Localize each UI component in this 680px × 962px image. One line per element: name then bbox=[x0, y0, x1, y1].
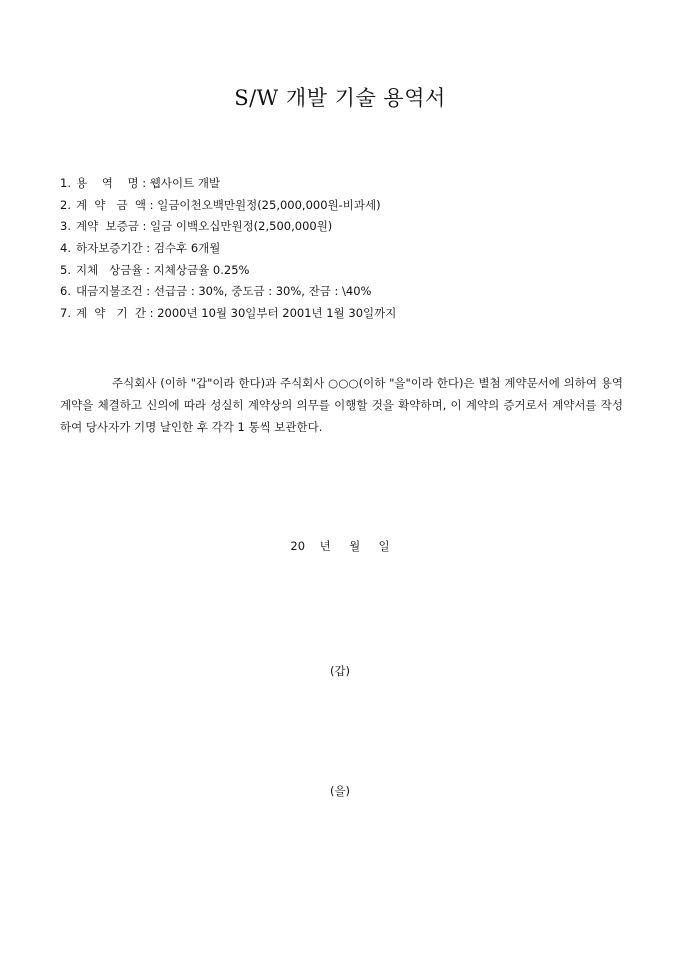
contract-term-item bbox=[60, 216, 640, 238]
term-label: 지체 상금율 bbox=[76, 262, 143, 277]
party-a-label: (갑) bbox=[329, 664, 351, 678]
term-value: 일금 이백오십만원정(2,500,000원) bbox=[150, 219, 333, 234]
term-label: 용 역 명 bbox=[76, 176, 139, 190]
term-number: 5. bbox=[60, 262, 71, 277]
term-value: 2000년 10월 30일부터 2001년 1월 30일까지 bbox=[157, 306, 397, 321]
party-b-label: (을) bbox=[329, 784, 351, 798]
term-value: 지체상금율 0.25% bbox=[153, 262, 250, 277]
term-value: 일금이천오백만원정(25,000,000원-비과세) bbox=[157, 197, 381, 212]
term-separator: : bbox=[146, 306, 158, 321]
term-label: 계약 보증금 bbox=[76, 219, 139, 234]
term-separator: : bbox=[146, 197, 158, 212]
term-value: 선급금 : 30%, 중도금 : 30%, 잔금 : \40% bbox=[153, 284, 372, 299]
term-number: 2. bbox=[60, 197, 71, 212]
term-number: 6. bbox=[60, 284, 71, 299]
contract-term-item bbox=[60, 195, 640, 217]
term-separator: : bbox=[142, 284, 154, 299]
term-label: 하자보증기간 bbox=[76, 241, 143, 256]
contract-term-item bbox=[60, 303, 640, 325]
term-number: 1. bbox=[60, 176, 71, 190]
signing-date-line: 20 년 월 일 bbox=[290, 539, 390, 553]
term-separator: : bbox=[138, 219, 151, 234]
contract-term-item bbox=[60, 173, 640, 195]
contract-term-item bbox=[60, 281, 640, 303]
term-number: 7. bbox=[60, 306, 71, 321]
term-number: 4. bbox=[60, 241, 71, 256]
term-label: 계 약 기 간 bbox=[76, 306, 147, 321]
term-number: 3. bbox=[60, 219, 71, 234]
term-separator: : bbox=[142, 241, 154, 256]
term-label: 대금지불조건 bbox=[76, 284, 143, 299]
term-label: 계 약 금 액 bbox=[76, 197, 147, 212]
term-value: 검수후 6개월 bbox=[153, 241, 221, 256]
document-title: S/W 개발 기술 용역서 bbox=[234, 86, 446, 110]
contract-terms-list bbox=[60, 173, 640, 325]
term-value: 웹사이트 개발 bbox=[149, 176, 221, 190]
contract-term-item bbox=[60, 260, 640, 282]
contract-body-paragraph: 주식회사 (이하 "갑"이라 한다)과 주식회사 ○○○(이하 "을"이라 한다)은 별첨 계약문서에 의하여 용역계약을 체결하고 신의에 따라 성실히 계약상의 의무를 이행할 것을 확약하며, 이 계약의 증거로서 계약서를 작성하여 당사자가 기명 날인한 후 각각 1 통씩 보관한다. bbox=[60, 376, 623, 434]
term-separator: : bbox=[142, 262, 154, 277]
term-separator: : bbox=[138, 176, 150, 190]
contract-term-item bbox=[60, 238, 640, 260]
